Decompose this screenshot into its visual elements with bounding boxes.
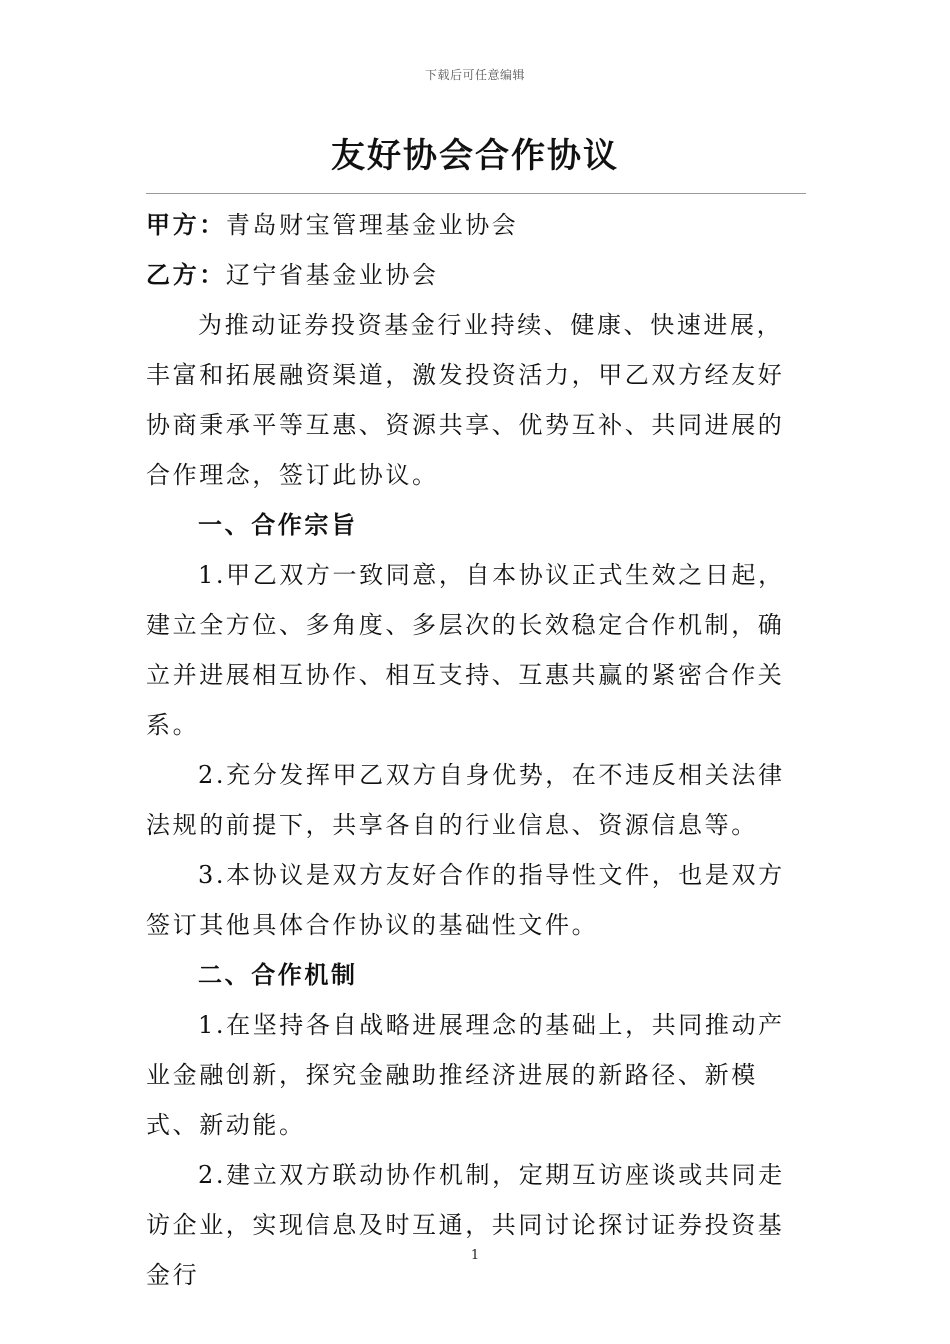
section-item: 2.建立双方联动协作机制，定期互访座谈或共同走访企业，实现信息及时互通，共同讨论探讨证券投资基金行 [146,1161,785,1289]
party-b-label: 乙方： [146,261,226,289]
header-note: 下载后可任意编辑 [424,68,525,82]
section-heading-mechanism: 二、合作机制 [198,961,358,989]
party-a-line [146,200,806,250]
section-heading-purpose: 一、合作宗旨 [198,511,358,539]
document-body [146,200,806,1300]
party-b-name: 辽宁省基金业协会 [225,261,439,289]
page-number: 1 [470,1248,480,1263]
section-item: 3.本协议是双方友好合作的指导性文件，也是双方签订其他具体合作协议的基础性文件。 [146,861,785,939]
intro-paragraph: 为推动证券投资基金行业持续、健康、快速进展，丰富和拓展融资渠道，激发投资活力，甲乙双方经友好协商秉承平等互惠、资源共享、优势互补、共同进展的合作理念，签订此协议。 [146,311,785,489]
section-item: 2.充分发挥甲乙双方自身优势，在不违反相关法律法规的前提下，共享各自的行业信息、资源信息等。 [146,761,785,839]
section-item: 1.甲乙双方一致同意，自本协议正式生效之日起，建立全方位、多角度、多层次的长效稳定合作机制，确立并进展相互协作、相互支持、互惠共赢的紧密合作关系。 [146,561,785,739]
title-divider [146,193,806,194]
party-a-label: 甲方： [146,211,226,239]
party-a-name: 青岛财宝管理基金业协会 [225,211,519,239]
document-title: 友好协会合作协议 [331,136,619,176]
section-item: 1.在坚持各自战略进展理念的基础上，共同推动产业金融创新，探究金融助推经济进展的新路径、新模式、新动能。 [146,1011,785,1139]
party-b-line [146,250,806,300]
